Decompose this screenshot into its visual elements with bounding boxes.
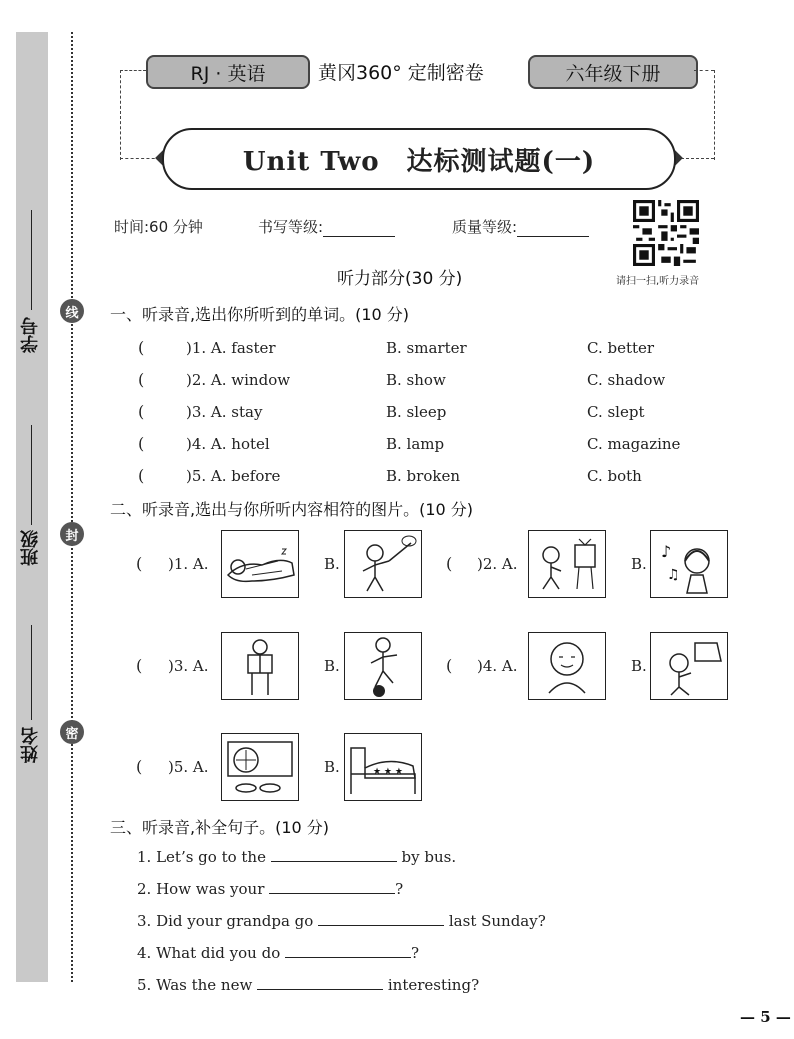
answer-paren[interactable]: (	[136, 757, 143, 776]
option-c: C. shadow	[587, 371, 666, 389]
option-c: C. magazine	[587, 435, 681, 453]
class-line	[31, 425, 32, 525]
sentence-before: 2. How was your	[137, 880, 265, 898]
sentence-after: last Sunday?	[448, 912, 546, 930]
fill-sentence-4	[137, 943, 419, 962]
picture-a-bed-with-shoes[interactable]	[221, 733, 299, 801]
dash-left-vertical	[120, 70, 121, 160]
svg-text:♫: ♫	[667, 567, 680, 583]
picture-b-label: B.	[324, 758, 340, 776]
answer-paren[interactable]: (	[138, 370, 145, 389]
sentence-before: 3. Did your grandpa go	[137, 912, 314, 930]
class-label: 班级	[20, 530, 41, 566]
answer-blank[interactable]	[285, 943, 411, 958]
fill-sentence-5	[137, 975, 479, 994]
seal-seal-mark: 封	[60, 522, 84, 546]
answer-blank[interactable]	[257, 975, 383, 990]
sentence-after: by bus.	[401, 848, 457, 866]
sentence-after: ?	[411, 944, 420, 962]
page-title: Unit Two 达标测试题(一)	[162, 128, 676, 190]
answer-paren[interactable]: (	[446, 656, 453, 675]
answer-blank[interactable]	[271, 847, 397, 862]
name-label: 姓名	[20, 727, 41, 763]
dash-right-vertical	[714, 70, 715, 160]
time-limit: 时间:60 分钟	[114, 218, 203, 236]
grade-pill: 六年级下册	[528, 55, 698, 89]
picture-b-label: B.	[324, 657, 340, 675]
part3-heading: 三、听录音,补全句子。(10 分)	[110, 818, 330, 837]
answer-paren[interactable]: (	[138, 434, 145, 453]
picture-a-child-watching-tv[interactable]	[528, 530, 606, 598]
picture-item-label: )5. A.	[168, 758, 209, 776]
picture-b-label: B.	[324, 555, 340, 573]
option-a: )3. A. stay	[186, 403, 263, 421]
picture-item-label: )4. A.	[477, 657, 518, 675]
seal-line-mark: 线	[60, 299, 84, 323]
option-a: )4. A. hotel	[186, 435, 270, 453]
qr-caption: 请扫一扫,听力录音	[616, 276, 700, 287]
option-b: B. lamp	[386, 435, 445, 453]
dash-left-bottom	[120, 158, 160, 159]
fill-sentence-3	[137, 911, 546, 930]
picture-b-label: B.	[631, 555, 647, 573]
svg-text:♪: ♪	[661, 542, 672, 561]
name-line	[31, 625, 32, 720]
seal-secret-mark: 密	[60, 720, 84, 744]
picture-b-child-with-net[interactable]	[344, 530, 422, 598]
picture-b-boy-playing-football[interactable]	[344, 632, 422, 700]
student-id-line	[31, 210, 32, 310]
svg-text:★ ★ ★: ★ ★ ★	[373, 767, 403, 777]
answer-paren[interactable]: (	[138, 466, 145, 485]
picture-item-label: )1. A.	[168, 555, 209, 573]
option-b: B. broken	[386, 467, 460, 485]
picture-a-boy-reading[interactable]	[221, 632, 299, 700]
option-b: B. show	[386, 371, 446, 389]
picture-b-child-with-music[interactable]	[650, 530, 728, 598]
option-b: B. sleep	[386, 403, 447, 421]
binding-strip	[16, 32, 48, 982]
part1-heading: 一、听录音,选出你所听到的单词。(10 分)	[110, 305, 410, 324]
answer-paren[interactable]: (	[136, 554, 143, 573]
edition-pill: RJ · 英语	[146, 55, 310, 89]
picture-b-girl-with-lamp[interactable]	[650, 632, 728, 700]
qr-code-icon[interactable]	[633, 200, 699, 266]
quality-grade-label: 质量等级:	[452, 218, 518, 236]
dash-top-left	[120, 70, 146, 71]
fill-sentence-1	[137, 847, 456, 866]
picture-b-label: B.	[631, 657, 647, 675]
brand-title: 黄冈360° 定制密卷	[318, 62, 484, 84]
picture-a-girl-sitting[interactable]	[528, 632, 606, 700]
quality-grade	[452, 216, 589, 237]
writing-grade	[258, 216, 395, 237]
picture-item-label: )2. A.	[477, 555, 518, 573]
answer-paren[interactable]: (	[446, 554, 453, 573]
student-id-label: 学号	[20, 317, 41, 353]
answer-paren[interactable]: (	[138, 338, 145, 357]
part2-heading: 二、听录音,选出与你所听内容相符的图片。(10 分)	[110, 500, 474, 519]
answer-paren[interactable]: (	[136, 656, 143, 675]
answer-blank[interactable]	[318, 911, 444, 926]
option-a: )2. A. window	[186, 371, 291, 389]
answer-blank[interactable]	[269, 879, 395, 894]
picture-b-bed-with-quilt[interactable]	[344, 733, 422, 801]
fill-sentence-2	[137, 879, 403, 898]
option-c: C. better	[587, 339, 655, 357]
cut-dotted-line	[71, 32, 73, 982]
listening-heading: 听力部分(30 分)	[337, 269, 463, 289]
sentence-before: 4. What did you do	[137, 944, 281, 962]
writing-grade-blank[interactable]	[323, 220, 395, 237]
page-number: — 5 —	[740, 1008, 791, 1026]
quality-grade-blank[interactable]	[517, 220, 589, 237]
option-c: C. slept	[587, 403, 645, 421]
option-c: C. both	[587, 467, 642, 485]
option-a: )1. A. faster	[186, 339, 276, 357]
sentence-before: 1. Let’s go to the	[137, 848, 266, 866]
writing-grade-label: 书写等级:	[258, 218, 324, 236]
sentence-before: 5. Was the new	[137, 976, 253, 994]
answer-paren[interactable]: (	[138, 402, 145, 421]
picture-item-label: )3. A.	[168, 657, 209, 675]
sentence-after: ?	[395, 880, 404, 898]
dash-top-right	[694, 70, 714, 71]
option-b: B. smarter	[386, 339, 467, 357]
sentence-after: interesting?	[387, 976, 480, 994]
picture-a-sleeping-child[interactable]	[221, 530, 299, 598]
option-a: )5. A. before	[186, 467, 281, 485]
